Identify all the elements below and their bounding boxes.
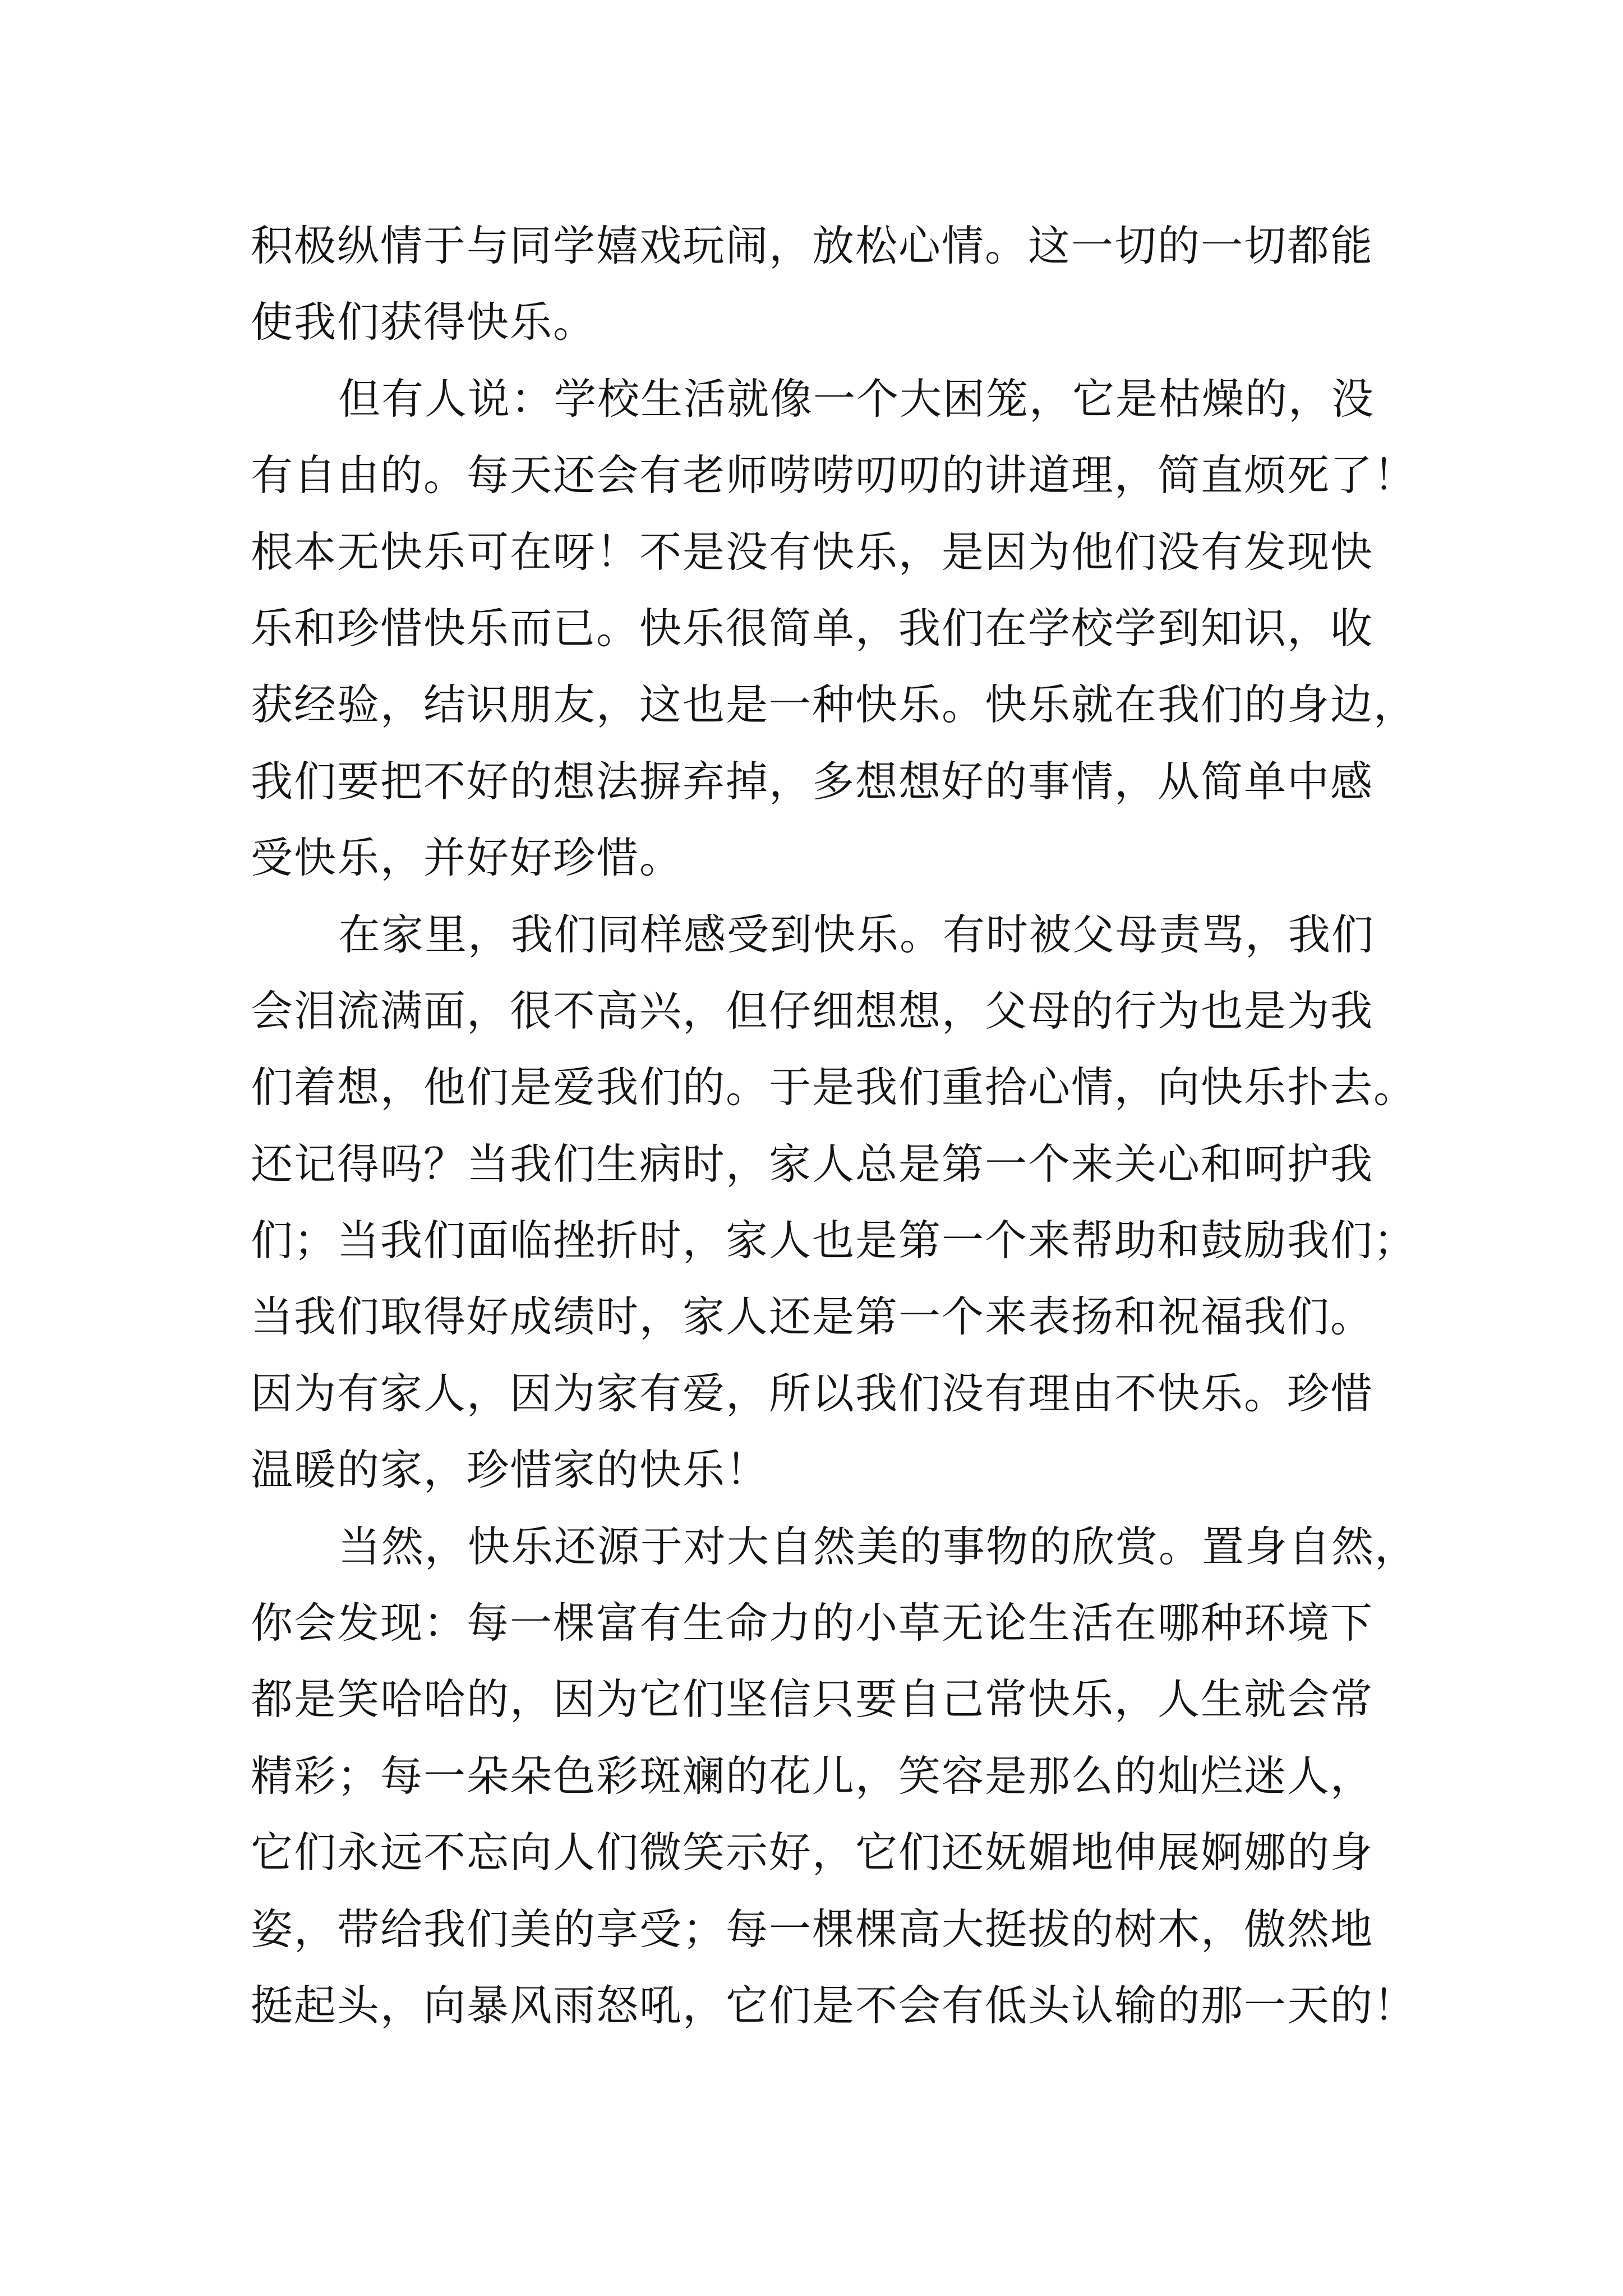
text-line: 获经验，结识朋友，这也是一种快乐。快乐就在我们的身边， — [251, 680, 1417, 730]
text-line: 有自由的。每天还会有老师唠唠叨叨的讲道理，简直烦死了！ — [251, 450, 1417, 500]
text-line: 积极纵情于与同学嬉戏玩闹，放松心情。这一切的一切都能 — [251, 221, 1374, 270]
text-line: 们；当我们面临挫折时，家人也是第一个来帮助和鼓励我们； — [251, 1216, 1417, 1266]
text-line: 都是笑哈哈的，因为它们坚信只要自己常快乐，人生就会常 — [251, 1674, 1374, 1724]
text-line: 还记得吗？当我们生病时，家人总是第一个来关心和呵护我 — [251, 1139, 1374, 1189]
paragraph-first-line: 在家里，我们同样感受到快乐。有时被父母责骂，我们 — [338, 909, 1375, 959]
text-line: 精彩；每一朵朵色彩斑斓的花儿，笑容是那么的灿烂迷人， — [251, 1751, 1374, 1801]
text-line: 根本无快乐可在呀！不是没有快乐，是因为他们没有发现快 — [251, 527, 1374, 577]
text-line: 姿，带给我们美的享受；每一棵棵高大挺拔的树木，傲然地 — [251, 1904, 1374, 1954]
text-line: 当我们取得好成绩时，家人还是第一个来表扬和祝福我们。 — [251, 1292, 1374, 1342]
text-line: 温暖的家，珍惜家的快乐！ — [251, 1445, 769, 1495]
text-line: 会泪流满面，很不高兴，但仔细想想，父母的行为也是为我 — [251, 986, 1374, 1036]
document-body — [251, 208, 1418, 2044]
text-line: 们着想，他们是爱我们的。于是我们重拾心情，向快乐扑去。 — [251, 1062, 1417, 1112]
text-line: 使我们获得快乐。 — [251, 297, 597, 347]
text-line: 因为有家人，因为家有爱，所以我们没有理由不快乐。珍惜 — [251, 1368, 1374, 1418]
text-line: 受快乐，并好好珍惜。 — [251, 833, 683, 883]
text-line: 乐和珍惜快乐而已。快乐很简单，我们在学校学到知识，收 — [251, 603, 1374, 653]
text-line: 它们永远不忘向人们微笑示好，它们还妩媚地伸展婀娜的身 — [251, 1828, 1374, 1878]
text-line: 我们要把不好的想法摒弃掉，多想想好的事情，从简单中感 — [251, 756, 1374, 806]
paragraph-first-line: 当然，快乐还源于对大自然美的事物的欣赏。置身自然， — [338, 1521, 1418, 1571]
text-line: 你会发现：每一棵富有生命力的小草无论生活在哪种环境下 — [251, 1598, 1374, 1648]
text-line: 挺起头，向暴风雨怒吼，它们是不会有低头认输的那一天的！ — [251, 1980, 1417, 2030]
paragraph-first-line: 但有人说：学校生活就像一个大困笼，它是枯燥的，没 — [338, 374, 1375, 424]
